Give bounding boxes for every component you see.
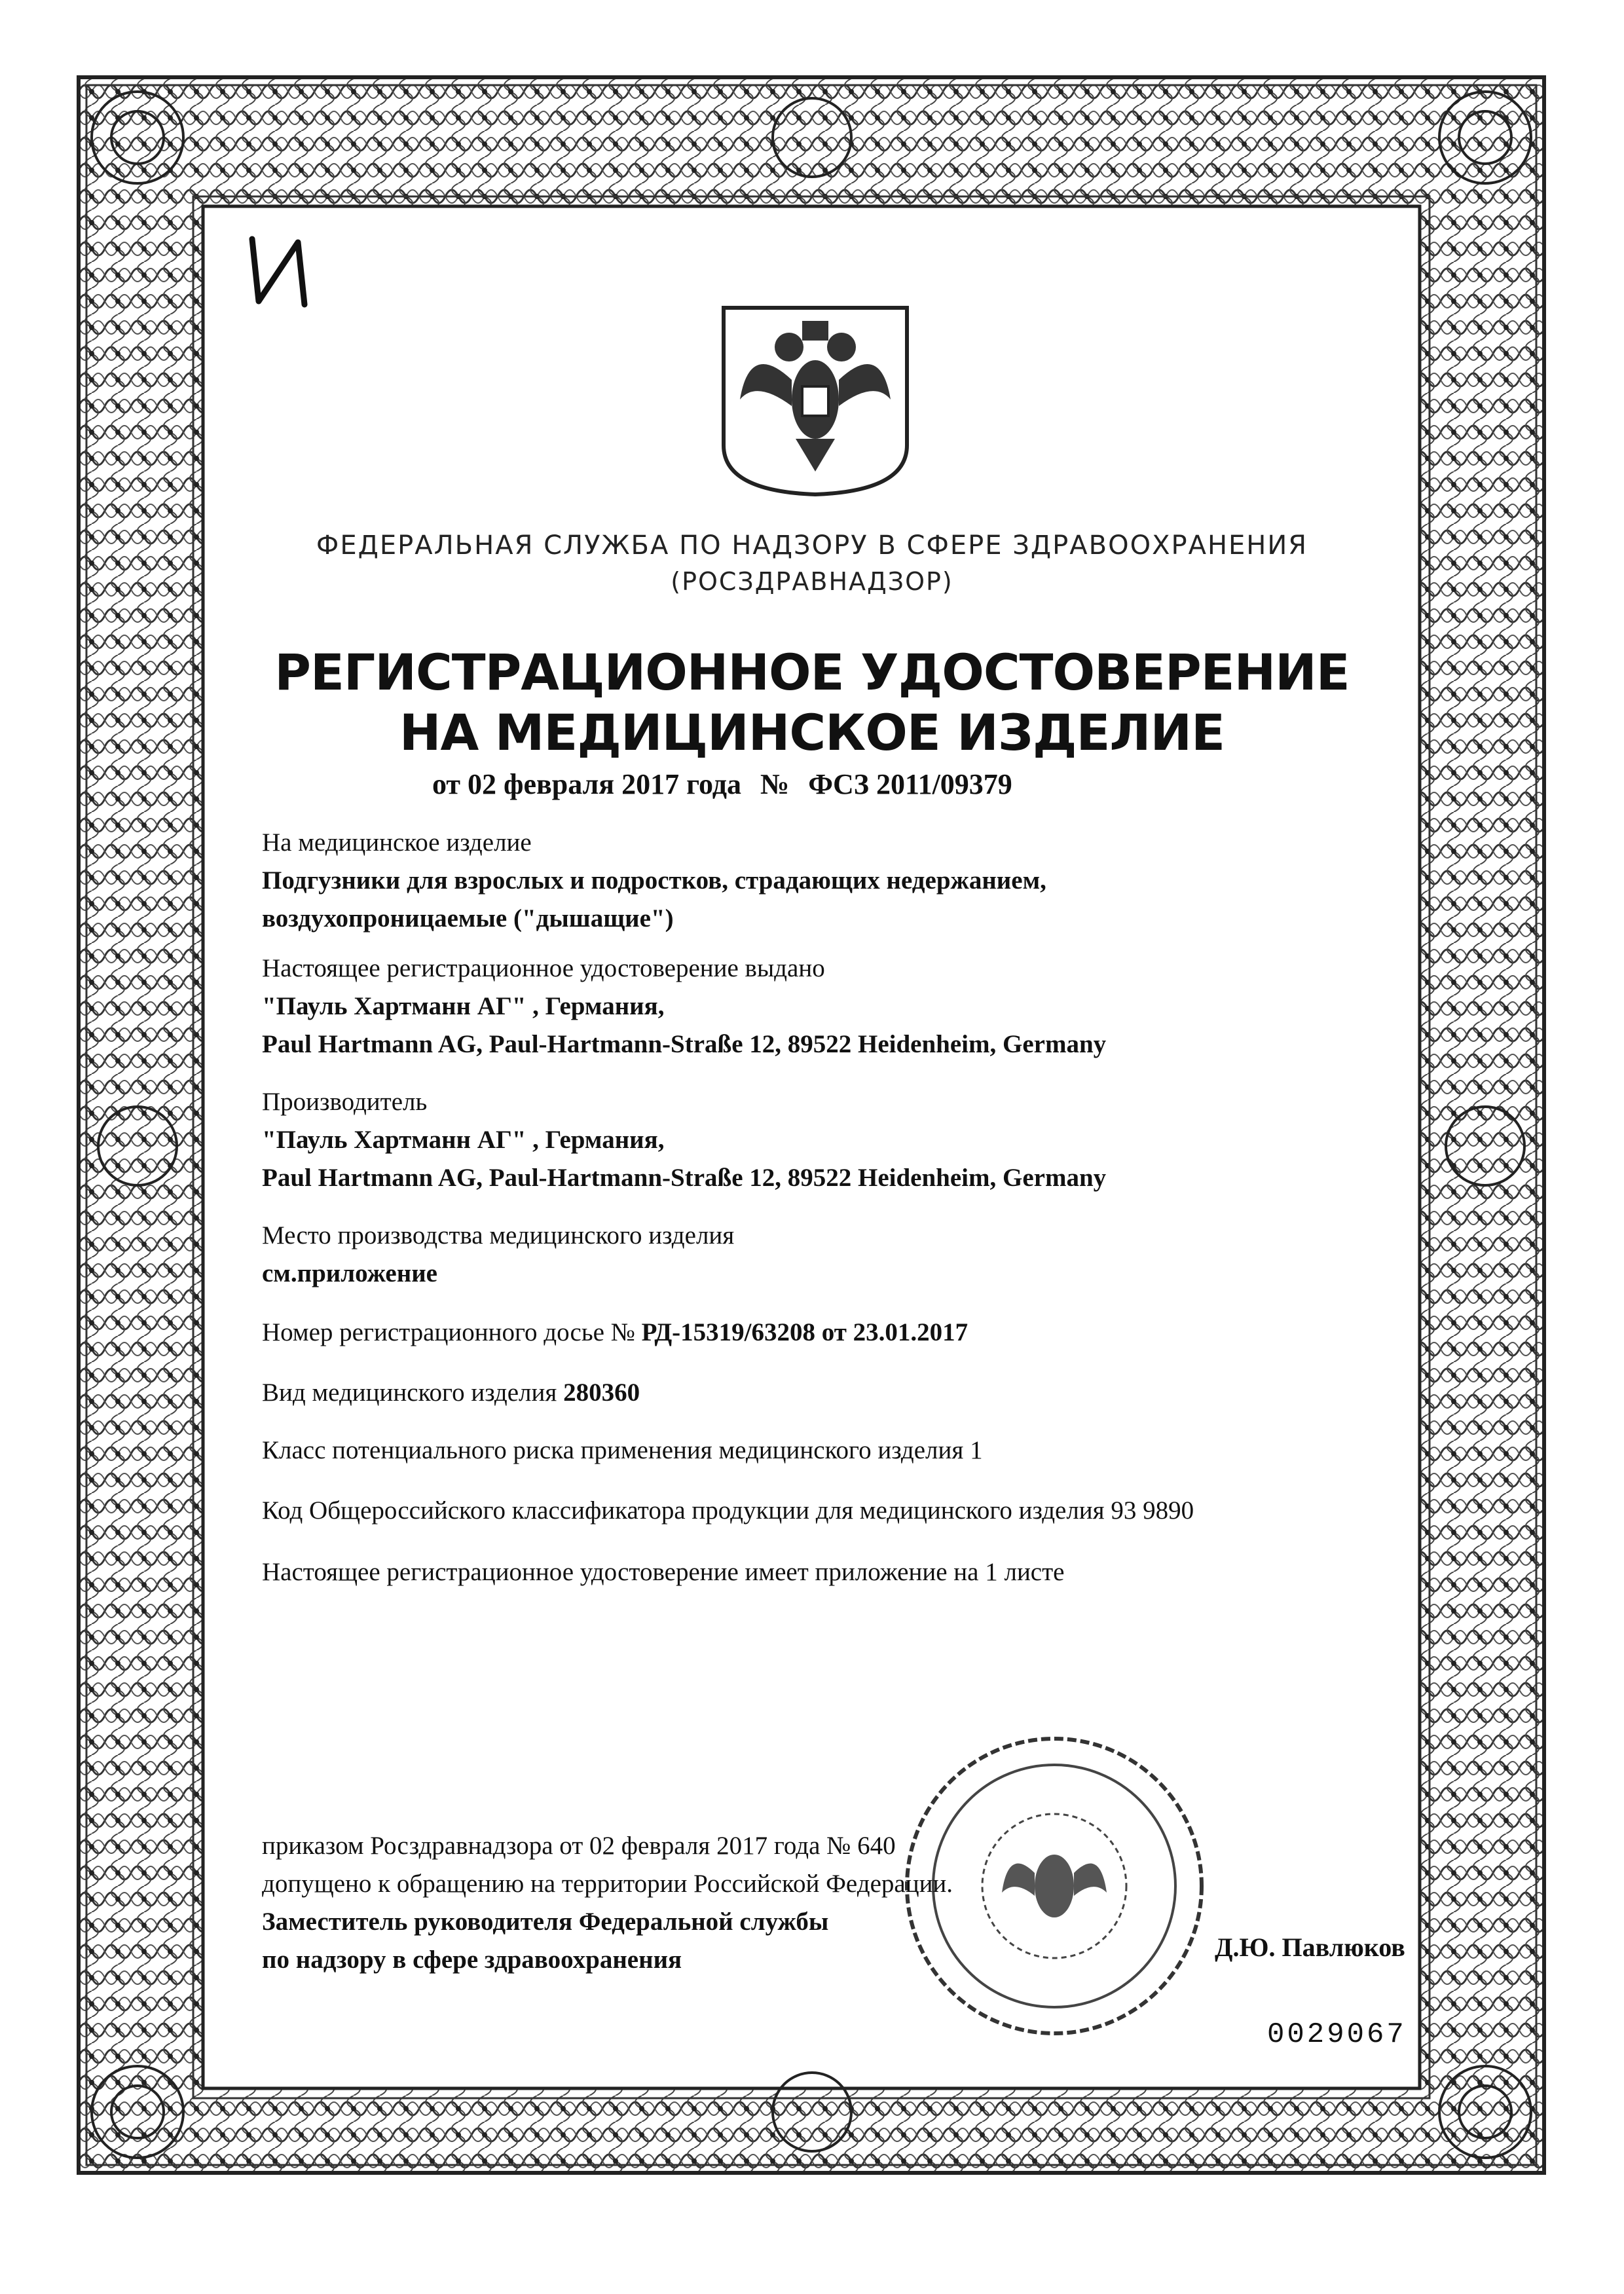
device-type-label: Вид медицинского изделия	[262, 1378, 557, 1407]
certificate-subtitle: НА МЕДИЦИНСКОЕ ИЗДЕЛИЕ	[399, 703, 1225, 762]
dossier-value: РД-15319/63208 от 23.01.2017	[641, 1318, 969, 1346]
appendix-text: Настоящее регистрационное удостоверение имеет приложение на 1 листе	[262, 1558, 1065, 1586]
order-line4: по надзору в сфере здравоохранения	[262, 1946, 682, 1974]
dossier-section	[262, 1314, 1434, 1352]
okp-code-section	[262, 1492, 1434, 1530]
device-name-line2: воздухопроницаемые ("дышащие")	[262, 904, 674, 933]
certificate-dateline	[432, 768, 1024, 801]
device-name-line1: Подгузники для взрослых и подростков, страдающих недержанием,	[262, 866, 1046, 895]
handwritten-mark	[242, 229, 314, 314]
issued-to-label: Настоящее регистрационное удостоверение выдано	[262, 954, 825, 982]
issued-to-line2: Paul Hartmann AG, Paul-Hartmann-Straße 12, 89522 Heidenheim, Germany	[262, 1030, 1107, 1058]
agency-abbreviation: (РОСЗДРАВНАДЗОР)	[671, 567, 953, 596]
dossier-label: Номер регистрационного досье №	[262, 1318, 635, 1346]
device-label: На медицинское изделие	[262, 828, 532, 857]
device-section	[262, 824, 1434, 938]
issue-date: от 02 февраля 2017 года	[432, 768, 741, 800]
signer-name: Д.Ю. Павлюков	[1215, 1933, 1405, 1962]
issued-to-line1: "Пауль Хартманн АГ" , Германия,	[262, 992, 665, 1020]
device-type-value: 280360	[563, 1378, 640, 1407]
number-sign: №	[760, 768, 790, 800]
order-block	[262, 1827, 953, 1979]
risk-class-section	[262, 1432, 1434, 1470]
production-site-section	[262, 1217, 1434, 1293]
risk-class-label: Класс потенциального риска применения медицинского изделия	[262, 1436, 964, 1464]
issued-to-section	[262, 950, 1434, 1064]
certificate-title: РЕГИСТРАЦИОННОЕ УДОСТОВЕРЕНИЕ	[274, 643, 1350, 701]
production-site-value: см.приложение	[262, 1259, 437, 1287]
serial-number: 0029067	[1267, 2018, 1407, 2051]
production-site-label: Место производства медицинского изделия	[262, 1221, 735, 1249]
order-line1: приказом Росздравнадзора от 02 февраля 2017 года № 640	[262, 1832, 896, 1860]
device-type-section	[262, 1374, 1434, 1412]
okp-code-label: Код Общероссийского классификатора продукции для медицинского изделия	[262, 1496, 1105, 1525]
coat-of-arms-icon	[710, 301, 920, 498]
risk-class-value: 1	[970, 1436, 983, 1464]
manufacturer-label: Производитель	[262, 1088, 428, 1116]
manufacturer-line1: "Пауль Хартманн АГ" , Германия,	[262, 1126, 665, 1154]
order-line3: Заместитель руководителя Федеральной службы	[262, 1908, 829, 1936]
manufacturer-line2: Paul Hartmann AG, Paul-Hartmann-Straße 12, 89522 Heidenheim, Germany	[262, 1164, 1107, 1192]
manufacturer-section	[262, 1083, 1434, 1197]
appendix-section	[262, 1553, 1434, 1591]
certificate-number: ФСЗ 2011/09379	[808, 768, 1012, 800]
order-line2: допущено к обращению на территории Российской Федерации.	[262, 1870, 953, 1898]
okp-code-value: 93 9890	[1111, 1496, 1194, 1525]
agency-name: ФЕДЕРАЛЬНАЯ СЛУЖБА ПО НАДЗОРУ В СФЕРЕ ЗДРАВООХРАНЕНИЯ	[316, 530, 1308, 561]
